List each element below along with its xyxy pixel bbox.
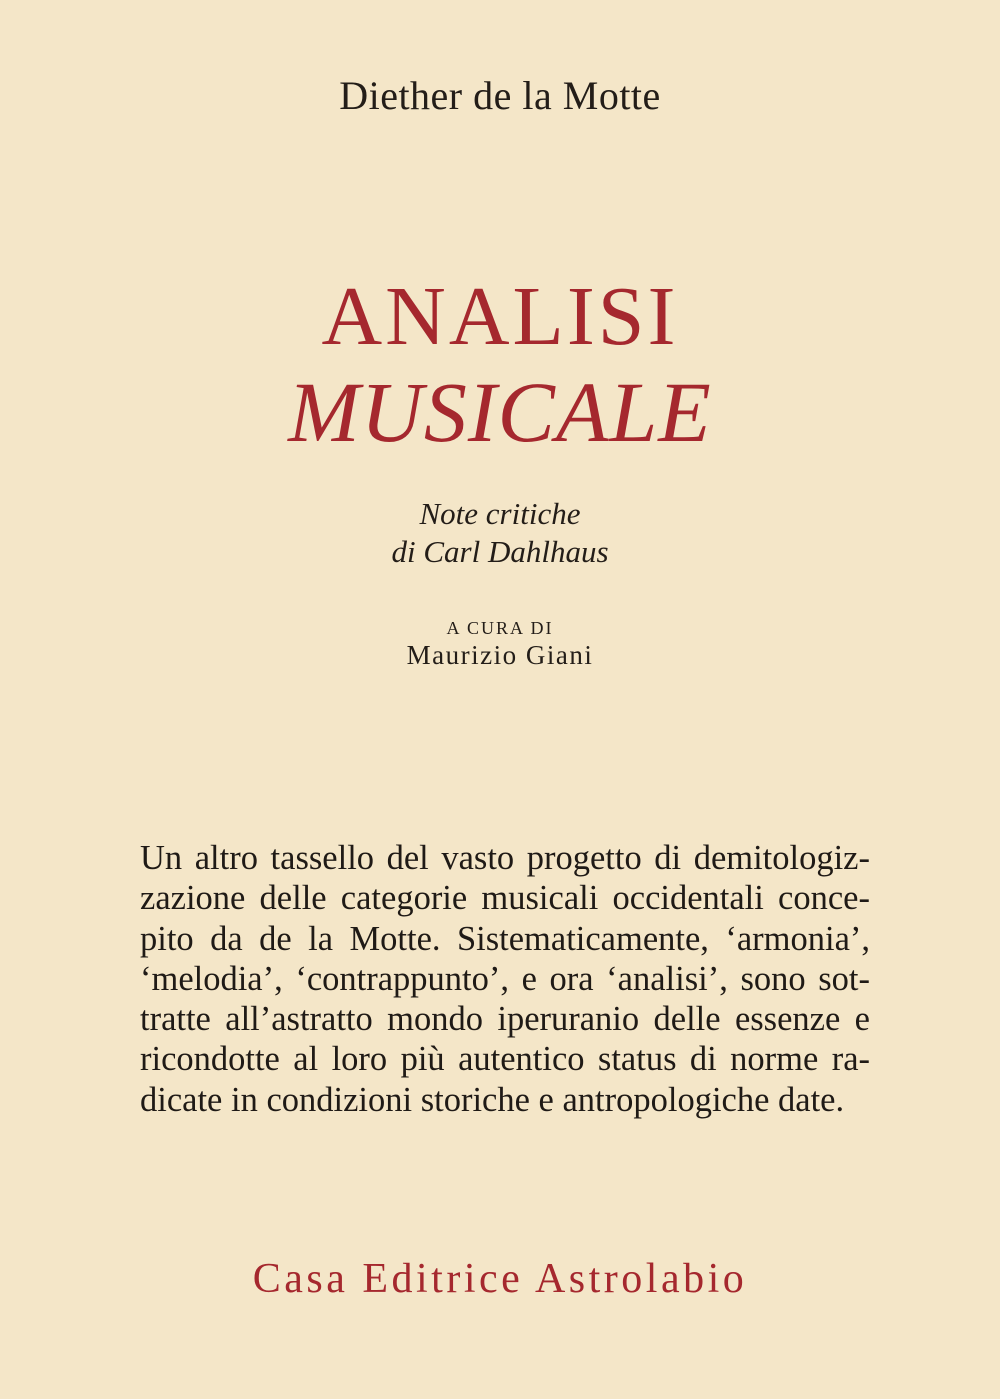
author-name: Diether de la Motte xyxy=(339,73,661,118)
blurb-line: ricondotte al loro più autentico status di norme ra- xyxy=(140,1040,870,1079)
blurb-line: tratte all’astratto mondo iperuranio delle essenze e xyxy=(140,1000,870,1039)
blurb-line: pito da de la Motte. Sistematicamente, ‘armonia’, xyxy=(140,919,870,958)
notes-line-2: di Carl Dahlhaus xyxy=(391,534,609,569)
blurb-text xyxy=(140,838,870,1120)
title-line-1: ANALISI xyxy=(321,270,679,363)
curator-name: Maurizio Giani xyxy=(406,640,594,670)
curator-label: A CURA DI xyxy=(446,618,554,638)
blurb-line: ‘melodia’, ‘contrappunto’, e ora ‘analisi’, sono sot- xyxy=(140,959,870,998)
blurb-line: dicate in condizioni storiche e antropologiche date. xyxy=(140,1080,845,1119)
publisher-name: Casa Editrice Astrolabio xyxy=(252,1256,748,1302)
blurb-line: zazione delle categorie musicali occidentali conce- xyxy=(140,879,870,918)
notes-line-1: Note critiche xyxy=(419,496,581,531)
title-line-2: MUSICALE xyxy=(288,364,712,460)
blurb-line: Un altro tassello del vasto progetto di demitologiz- xyxy=(140,839,870,877)
